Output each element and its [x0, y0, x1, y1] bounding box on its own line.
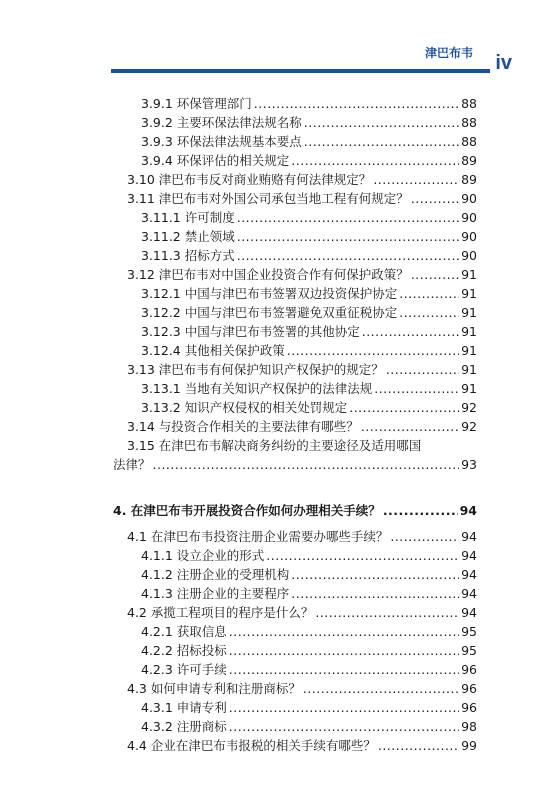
- toc-entry-3-9-4[interactable]: [141, 153, 477, 169]
- toc-leader-dots: [361, 419, 459, 435]
- toc-entry-3-9-3[interactable]: [141, 134, 477, 150]
- toc-entry-title: 4.2 承揽工程项目的程序是什么？: [127, 605, 314, 620]
- toc-entry-3-12-1[interactable]: [141, 286, 477, 302]
- toc-entry-page: 94: [461, 605, 477, 620]
- toc-entry-3-10[interactable]: [127, 172, 477, 188]
- toc-entry-page: 91: [461, 305, 477, 320]
- toc-entry-title: 3.11.1 许可制度: [141, 210, 235, 225]
- toc-entry-title: 3.11 津巴布韦对外国公司承包当地工程有何规定？: [127, 191, 409, 206]
- toc-entry-page: 93: [461, 457, 477, 472]
- toc-entry-title: 3.9.1 环保管理部门: [141, 96, 252, 111]
- toc-entry-title: 4.3.1 申请专利: [141, 700, 227, 715]
- toc-entry-4-2-2[interactable]: [141, 643, 477, 659]
- toc-leader-dots: [411, 267, 459, 283]
- toc-leader-dots: [303, 681, 459, 697]
- toc-entry-3-12[interactable]: [127, 267, 477, 283]
- toc-entry-3-15-line2[interactable]: [113, 457, 477, 473]
- toc-entry-3-14[interactable]: [127, 419, 477, 435]
- toc-entry-page: 88: [461, 134, 477, 149]
- toc-leader-dots: [229, 700, 459, 716]
- page-number: iv: [495, 52, 512, 74]
- toc-entry-page: 92: [461, 419, 477, 434]
- toc-entry-page: 88: [461, 96, 477, 111]
- toc-entry-title: 3.12.1 中国与津巴布韦签署双边投资保护协定: [141, 286, 398, 301]
- toc-entry-page: 94: [461, 529, 477, 544]
- toc-entry-title: 4.2.3 许可手续: [141, 662, 227, 677]
- toc-leader-dots: [349, 400, 459, 416]
- toc-entry-4-2-1[interactable]: [141, 624, 477, 640]
- toc-entry-3-11-1[interactable]: [141, 210, 477, 226]
- toc-entry-title: 3.12.4 其他相关保护政策: [141, 343, 285, 358]
- toc-leader-dots: [399, 305, 459, 321]
- toc-leader-dots: [291, 567, 459, 583]
- toc-entry-title: 3.13 津巴布韦有何保护知识产权保护的规定？: [127, 362, 384, 377]
- toc-leader-dots: [291, 153, 459, 169]
- toc-entry-title: 4.1.1 设立企业的形式: [141, 548, 265, 563]
- toc-leader-dots: [315, 605, 459, 621]
- toc-entry-title: 3.12 津巴布韦对中国企业投资合作有何保护政策？: [127, 267, 409, 282]
- toc-entry-4-2[interactable]: [127, 605, 477, 621]
- toc-chapter-4[interactable]: [113, 503, 477, 519]
- toc-entry-4-1[interactable]: [127, 529, 477, 545]
- toc-entry-page: 90: [461, 210, 477, 225]
- toc-leader-dots: [378, 738, 459, 754]
- toc-entry-title: 4. 在津巴布韦开展投资合作如何办理相关手续？: [113, 503, 381, 518]
- toc-entry-page: 95: [461, 643, 477, 658]
- toc-entry-4-4[interactable]: [127, 738, 477, 754]
- toc-entry-page: 94: [461, 548, 477, 563]
- toc-entry-4-3-2[interactable]: [141, 719, 477, 735]
- toc-entry-3-13[interactable]: [127, 362, 477, 378]
- toc-entry-page: 94: [459, 503, 477, 518]
- toc-entry-page: 89: [461, 172, 477, 187]
- toc-entry-3-11-2[interactable]: [141, 229, 477, 245]
- toc-leader-dots: [237, 229, 459, 245]
- toc-entry-page: 90: [461, 191, 477, 206]
- toc-leader-dots: [229, 624, 459, 640]
- toc-entry-title: 3.13.2 知识产权侵权的相关处罚规定: [141, 400, 348, 415]
- running-header-title: 津巴布韦: [424, 46, 473, 60]
- toc-entry-3-9-1[interactable]: [141, 96, 477, 112]
- toc-entry-title: 4.3 如何申请专利和注册商标？: [127, 681, 301, 696]
- toc-entry-page: 91: [461, 381, 477, 396]
- toc-leader-dots: [229, 662, 459, 678]
- toc-entry-page: 96: [461, 700, 477, 715]
- toc-entry-title: 4.3.2 注册商标: [141, 719, 227, 734]
- toc-leader-dots: [373, 172, 459, 188]
- toc-entry-3-12-4[interactable]: [141, 343, 477, 359]
- toc-entry-page: 91: [461, 324, 477, 339]
- toc-entry-3-13-1[interactable]: [141, 381, 477, 397]
- toc-entry-4-3-1[interactable]: [141, 700, 477, 716]
- toc-entry-page: 99: [461, 738, 477, 753]
- toc-entry-page: 98: [461, 719, 477, 734]
- toc-entry-title: 4.1.2 注册企业的受理机构: [141, 567, 290, 582]
- toc-entry-title: 3.9.3 环保法律法规基本要点: [141, 134, 302, 149]
- toc-leader-dots: [254, 96, 459, 112]
- toc-entry-4-1-2[interactable]: [141, 567, 477, 583]
- toc-entry-page: 94: [461, 567, 477, 582]
- toc-leader-dots: [362, 324, 459, 340]
- toc-entry-page: 92: [461, 400, 477, 415]
- toc-leader-dots: [266, 548, 459, 564]
- toc-leader-dots: [153, 457, 460, 473]
- toc-leader-dots: [229, 719, 459, 735]
- toc-leader-dots: [304, 134, 459, 150]
- toc-entry-page: 88: [461, 115, 477, 130]
- toc-leader-dots: [304, 115, 459, 131]
- toc-entry-title: 3.11.2 禁止领域: [141, 229, 235, 244]
- toc-entry-title: 3.12.2 中国与津巴布韦签署避免双重征税协定: [141, 305, 398, 320]
- toc-leader-dots: [383, 503, 458, 519]
- toc-entry-title: 3.9.4 环保评估的相关规定: [141, 153, 290, 168]
- toc-leader-dots: [374, 381, 459, 397]
- toc-entry-page: 96: [461, 681, 477, 696]
- toc-entry-title: 3.9.2 主要环保法律法规名称: [141, 115, 302, 130]
- toc-entry-page: 95: [461, 624, 477, 639]
- toc-leader-dots: [390, 529, 459, 545]
- toc-entry-page: 89: [461, 153, 477, 168]
- toc-entry-title: 法律？: [113, 457, 151, 472]
- toc-entry-page: 91: [461, 362, 477, 377]
- toc-entry-3-12-3[interactable]: [141, 324, 477, 340]
- toc-leader-dots: [399, 286, 459, 302]
- toc-entry-4-1-1[interactable]: [141, 548, 477, 564]
- toc-entry-page: 91: [461, 267, 477, 282]
- toc-entry-title: 4.2.1 获取信息: [141, 624, 227, 639]
- toc-entry-title: 3.10 津巴布韦反对商业贿赂有何法律规定？: [127, 172, 372, 187]
- toc-leader-dots: [287, 343, 459, 359]
- toc-entry-page: 90: [461, 229, 477, 244]
- toc-entry-4-1-3[interactable]: [141, 586, 477, 602]
- toc-entry-3-12-2[interactable]: [141, 305, 477, 321]
- toc-entry-3-11[interactable]: [127, 191, 477, 207]
- toc-entry-title: 3.11.3 招标方式: [141, 248, 235, 263]
- toc-leader-dots: [237, 248, 459, 264]
- toc-leader-dots: [291, 586, 459, 602]
- toc-entry-page: 90: [461, 248, 477, 263]
- toc-entry-page: 91: [461, 286, 477, 301]
- toc-leader-dots: [229, 643, 459, 659]
- toc-leader-dots: [386, 362, 459, 378]
- toc-leader-dots: [411, 191, 459, 207]
- toc-entry-title: 4.1.3 注册企业的主要程序: [141, 586, 290, 601]
- toc-entry-4-3[interactable]: [127, 681, 477, 697]
- toc-entry-3-15-line1[interactable]: 3.15 在津巴布韦解决商务纠纷的主要途径及适用哪国: [127, 438, 422, 453]
- toc-entry-3-9-2[interactable]: [141, 115, 477, 131]
- toc-entry-title: 3.13.1 当地有关知识产权保护的法律法规: [141, 381, 373, 396]
- toc-leader-dots: [237, 210, 459, 226]
- toc-entry-3-11-3[interactable]: [141, 248, 477, 264]
- toc-entry-title: 4.2.2 招标投标: [141, 643, 227, 658]
- toc-entry-title: 4.4 企业在津巴布韦报税的相关手续有哪些？: [127, 738, 376, 753]
- toc-entry-page: 94: [461, 586, 477, 601]
- toc-entry-page: 96: [461, 662, 477, 677]
- toc-entry-page: 91: [461, 343, 477, 358]
- header-rule: [111, 69, 490, 73]
- toc-entry-title: 4.1 在津巴布韦投资注册企业需要办哪些手续？: [127, 529, 389, 544]
- toc-entry-4-2-3[interactable]: [141, 662, 477, 678]
- toc-entry-3-13-2[interactable]: [141, 400, 477, 416]
- toc-entry-title: 3.12.3 中国与津巴布韦签署的其他协定: [141, 324, 360, 339]
- toc-entry-title: 3.14 与投资合作相关的主要法律有哪些？: [127, 419, 359, 434]
